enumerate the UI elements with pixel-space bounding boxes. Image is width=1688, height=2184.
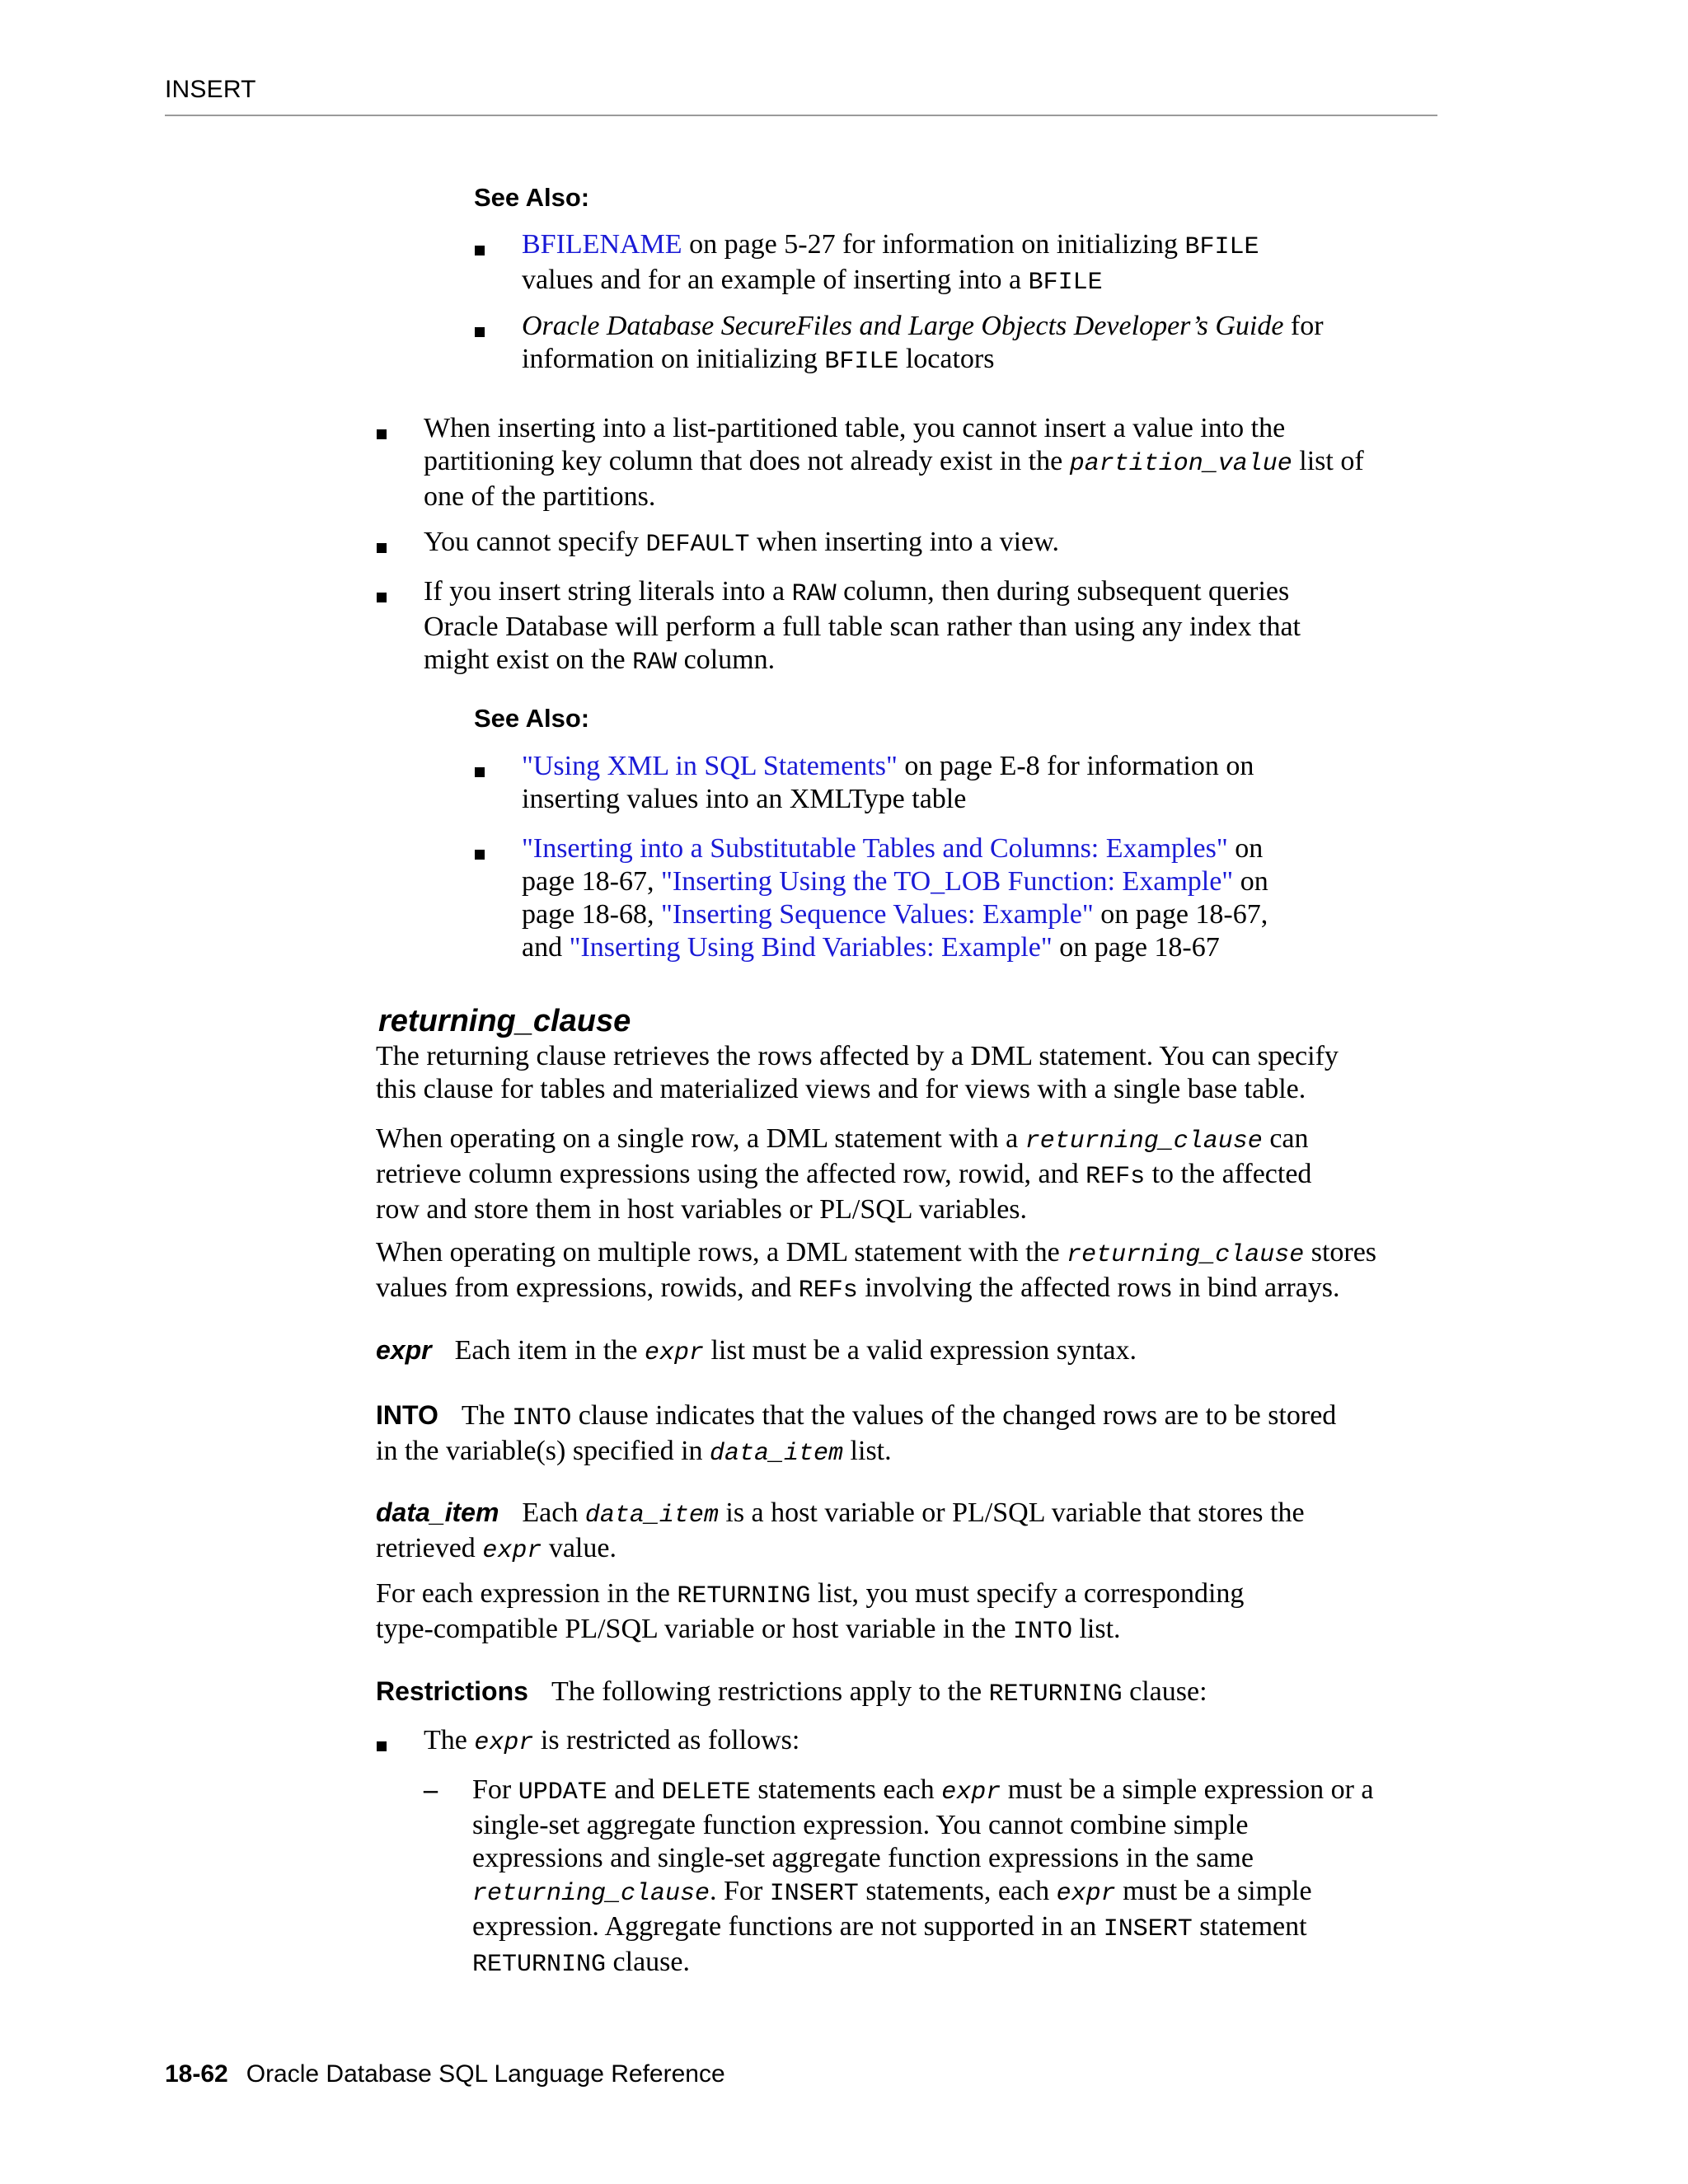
restrictions-paragraph: Restrictions The following restrictions apply to the RETURNING clause: bbox=[376, 1676, 1207, 1708]
runin-restrictions: Restrictions bbox=[376, 1676, 528, 1706]
data-item-paragraph: data_item Each data_item is a host variable or PL/SQL variable that stores the retrieved expr value. bbox=[376, 1497, 1305, 1565]
using-xml-link[interactable]: "Using XML in SQL Statements" bbox=[522, 751, 898, 781]
bullet-marker bbox=[377, 429, 387, 439]
page-footer bbox=[165, 2060, 725, 2088]
header-rule bbox=[165, 115, 1437, 116]
expr-paragraph: expr Each item in the expr list must be a valid expression syntax. bbox=[376, 1335, 1137, 1367]
paragraph: When operating on a single row, a DML statement with a returning_clause can retrieve column expressions using the affected row, rowid, and REFs to the affected row and store them in host variables or PL/SQL variables. bbox=[376, 1123, 1312, 1225]
see-also-item: Oracle Database SecureFiles and Large Objects Developer’s Guide for information on initializing BFILE locators bbox=[522, 311, 1324, 376]
page-number: 18-62 bbox=[165, 2060, 228, 2088]
to-lob-link[interactable]: "Inserting Using the TO_LOB Function: Example" bbox=[661, 866, 1234, 897]
bind-variables-link[interactable]: "Inserting Using Bind Variables: Example" bbox=[569, 932, 1053, 963]
paragraph: The returning clause retrieves the rows affected by a DML statement. You can specify this clause for tables and materialized views and for views with a single base table. bbox=[376, 1041, 1339, 1104]
bullet-marker bbox=[475, 327, 485, 337]
bullet-marker bbox=[377, 593, 387, 602]
paragraph: For each expression in the RETURNING list, you must specify a corresponding type-compatible PL/SQL variable or host variable in the INTO list. bbox=[376, 1578, 1245, 1646]
list-item: If you insert string literals into a RAW column, then during subsequent queries Oracle Database will perform a full table scan rather than using any index that might exist on the RAW column. bbox=[424, 576, 1301, 677]
runin-data-item: data_item bbox=[376, 1497, 499, 1527]
list-item: When inserting into a list-partitioned table, you cannot insert a value into the partitioning key column that does not already exist in the partition_value list of one of the partitions. bbox=[424, 413, 1364, 512]
book-title: Oracle Database SecureFiles and Large Objects Developer’s Guide bbox=[522, 311, 1284, 341]
bullet-marker bbox=[377, 543, 387, 553]
list-item: You cannot specify DEFAULT when inserting into a view. bbox=[424, 527, 1059, 559]
see-also-title: See Also: bbox=[474, 704, 590, 733]
see-also-title: See Also: bbox=[474, 183, 590, 212]
into-paragraph: INTO The INTO clause indicates that the values of the changed rows are to be stored in the variable(s) specified in data_item list. bbox=[376, 1400, 1337, 1468]
runin-expr: expr bbox=[376, 1335, 432, 1365]
bullet-marker bbox=[377, 1741, 387, 1751]
bullet-marker bbox=[475, 767, 485, 777]
bfilename-link[interactable]: BFILENAME bbox=[522, 229, 682, 260]
list-item: The expr is restricted as follows: bbox=[424, 1725, 800, 1757]
sub-list-item: For UPDATE and DELETE statements each expr must be a simple expression or a single-set aggregate function expression. You cannot combine simple expressions and single-set aggregate function expressions in the same returning_clause. For INSERT statements, each expr must be a simple expression. Aggregate functions are not supported in an INSERT statement RETURNING clause. bbox=[472, 1774, 1374, 1979]
running-header: INSERT bbox=[165, 76, 256, 103]
see-also-item: BFILENAME on page 5-27 for information on initializing BFILE values and for an example of inserting into a BFILE bbox=[522, 229, 1259, 297]
runin-into: INTO bbox=[376, 1400, 438, 1430]
substitutable-tables-link[interactable]: "Inserting into a Substitutable Tables and Columns: Examples" bbox=[522, 833, 1228, 864]
sequence-values-link[interactable]: "Inserting Sequence Values: Example" bbox=[661, 899, 1094, 930]
see-also-item: "Using XML in SQL Statements" on page E-8 for information on inserting values into an XMLType table bbox=[522, 751, 1254, 814]
bullet-marker bbox=[475, 850, 485, 860]
bullet-marker bbox=[475, 246, 485, 255]
paragraph: When operating on multiple rows, a DML statement with the returning_clause stores values from expressions, rowids, and REFs involving the affected rows in bind arrays. bbox=[376, 1237, 1377, 1305]
section-heading: returning_clause bbox=[378, 1004, 631, 1038]
book-title-footer: Oracle Database SQL Language Reference bbox=[246, 2060, 725, 2088]
dash-marker: – bbox=[424, 1774, 438, 1805]
see-also-item: "Inserting into a Substitutable Tables and Columns: Examples" on page 18-67, "Inserting Using the TO_LOB Function: Example" on page 18-68, "Inserting Sequence Values: Example" on page 18-67, and "Inserting Using Bind Variables: Example" on page 18-67 bbox=[522, 833, 1268, 963]
